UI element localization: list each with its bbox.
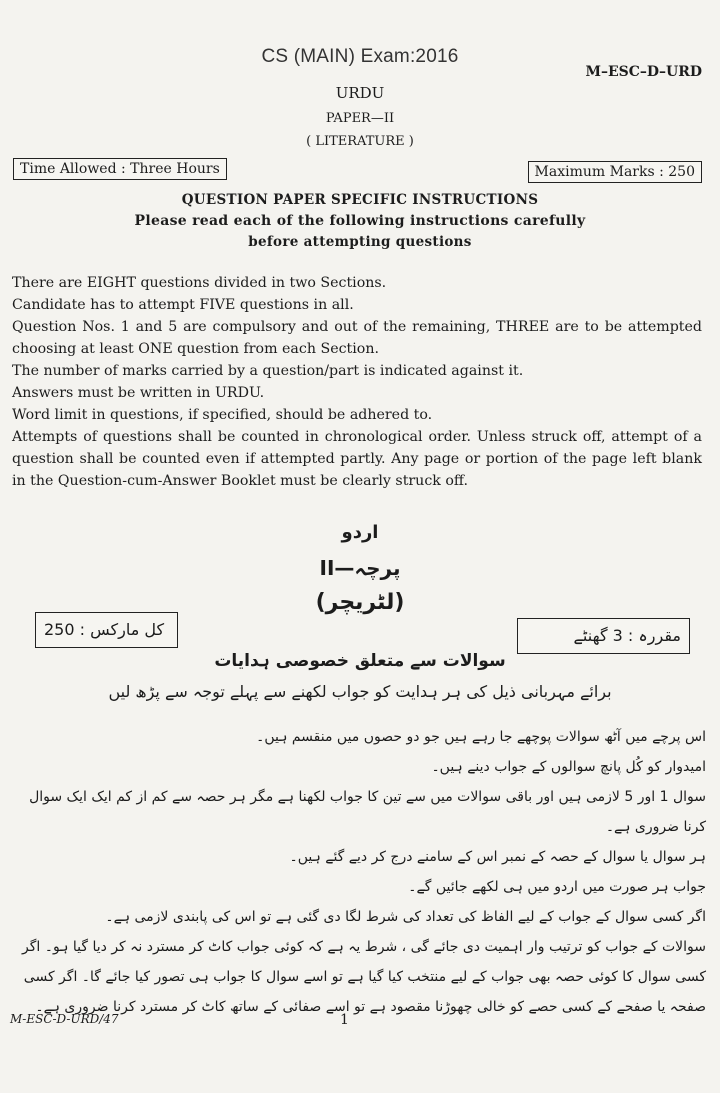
- subject-title: URDU: [335, 84, 385, 102]
- urdu-instruction-item: سوالات کے جواب کو ترتیب وار اہمیت دی جائے گی ، شرط یہ ہے کہ کوئی جواب کاٹ کر مسترد نہ کر دیا گیا ہو۔ اگر کسی سوال کا کوئی حصہ بھی جواب کے لیے منتخب کیا گیا ہے تو اسے سوال کا جواب ہی تصور کیا جائے گا۔ اگر کسی صفحہ یا صفحے کے کسی حصے کو خالی چھوڑنا مقصود ہے تو اسے صفائی کے ساتھ کاٹ کر مسترد کرنا ضروری ہے۔: [22, 939, 706, 1015]
- footer-paper-code: M-ESC-D-URD/47: [10, 1012, 119, 1026]
- urdu-instructions: [12, 722, 706, 1022]
- urdu-instruction-item: اس پرچے میں آٹھ سوالات پوچھے جا رہے ہیں جو دو حصوں میں منقسم ہیں۔: [256, 729, 706, 745]
- urdu-instruction-item: سوال 1 اور 5 لازمی ہیں اور باقی سوالات میں سے تین کا جواب لکھنا ہے مگر ہر حصہ سے کم از کم ایک ایک سوال کرنا ضروری ہے۔: [29, 789, 706, 835]
- instructions-subheading-2: before attempting questions: [248, 234, 472, 250]
- urdu-total-marks-box: [35, 612, 178, 648]
- urdu-total-marks: کل مارکس : 250: [44, 620, 165, 639]
- urdu-instruction-item: امیدوار کو کُل پانچ سوالوں کے جواب دینے ہیں۔: [431, 759, 706, 775]
- urdu-paper-subtitle: (لٹریچر): [315, 590, 405, 615]
- exam-title: CS (MAIN) Exam:2016: [261, 46, 459, 67]
- time-allowed-box: Time Allowed : Three Hours: [13, 158, 227, 180]
- urdu-subject-title: اردو: [341, 522, 379, 543]
- urdu-instruction-item: جواب ہر صورت میں اردو میں ہی لکھے جائیں گے۔: [408, 879, 706, 895]
- urdu-time-allowed: مقررہ : 3 گھنٹے: [573, 626, 681, 645]
- instruction-item: Answers must be written in URDU.: [12, 385, 265, 401]
- english-instructions: [12, 272, 702, 492]
- instruction-item: Attempts of questions shall be counted in chronological order. Unless struck off, attempt of a question shall be counted even if attempted partly. Any page or portion of the page left blank in the Question-cum-Answer Booklet must be clearly struck off.: [12, 429, 702, 489]
- urdu-instruction-item: ہر سوال یا سوال کے حصہ کے نمبر اس کے سامنے درج کر دیے گئے ہیں۔: [289, 849, 706, 865]
- urdu-instructions-heading: سوالات سے متعلق خصوصی ہدایات: [214, 651, 506, 671]
- maximum-marks-box: Maximum Marks : 250: [528, 161, 702, 183]
- urdu-paper-number: پرچہ—II: [319, 556, 401, 580]
- urdu-instructions-subheading: برائے مہربانی ذیل کی ہر ہدایت کو جواب لکھنے سے پہلے توجہ سے پڑھ لیں: [108, 682, 612, 701]
- instruction-item: There are EIGHT questions divided in two Sections.: [12, 275, 387, 291]
- instructions-subheading: Please read each of the following instructions carefully: [134, 213, 586, 229]
- instruction-item: Word limit in questions, if specified, should be adhered to.: [12, 407, 433, 423]
- instruction-item: Question Nos. 1 and 5 are compulsory and out of the remaining, THREE are to be attempted choosing at least ONE question from each Section.: [12, 319, 702, 357]
- instruction-item: Candidate has to attempt FIVE questions in all.: [12, 297, 354, 313]
- instructions-heading: QUESTION PAPER SPECIFIC INSTRUCTIONS: [181, 192, 539, 208]
- page-number: 1: [340, 1012, 349, 1028]
- urdu-time-allowed-box: [517, 618, 690, 654]
- instruction-item: The number of marks carried by a question/part is indicated against it.: [12, 363, 524, 379]
- paper-subtitle: ( LITERATURE ): [306, 134, 414, 149]
- paper-number: PAPER—II: [325, 111, 395, 126]
- paper-code: M–ESC–D–URD: [585, 64, 702, 80]
- urdu-instruction-item: اگر کسی سوال کے جواب کے لیے الفاظ کی تعداد کی شرط لگا دی گئی ہے تو اس کی پابندی لازمی ہے۔: [105, 909, 706, 925]
